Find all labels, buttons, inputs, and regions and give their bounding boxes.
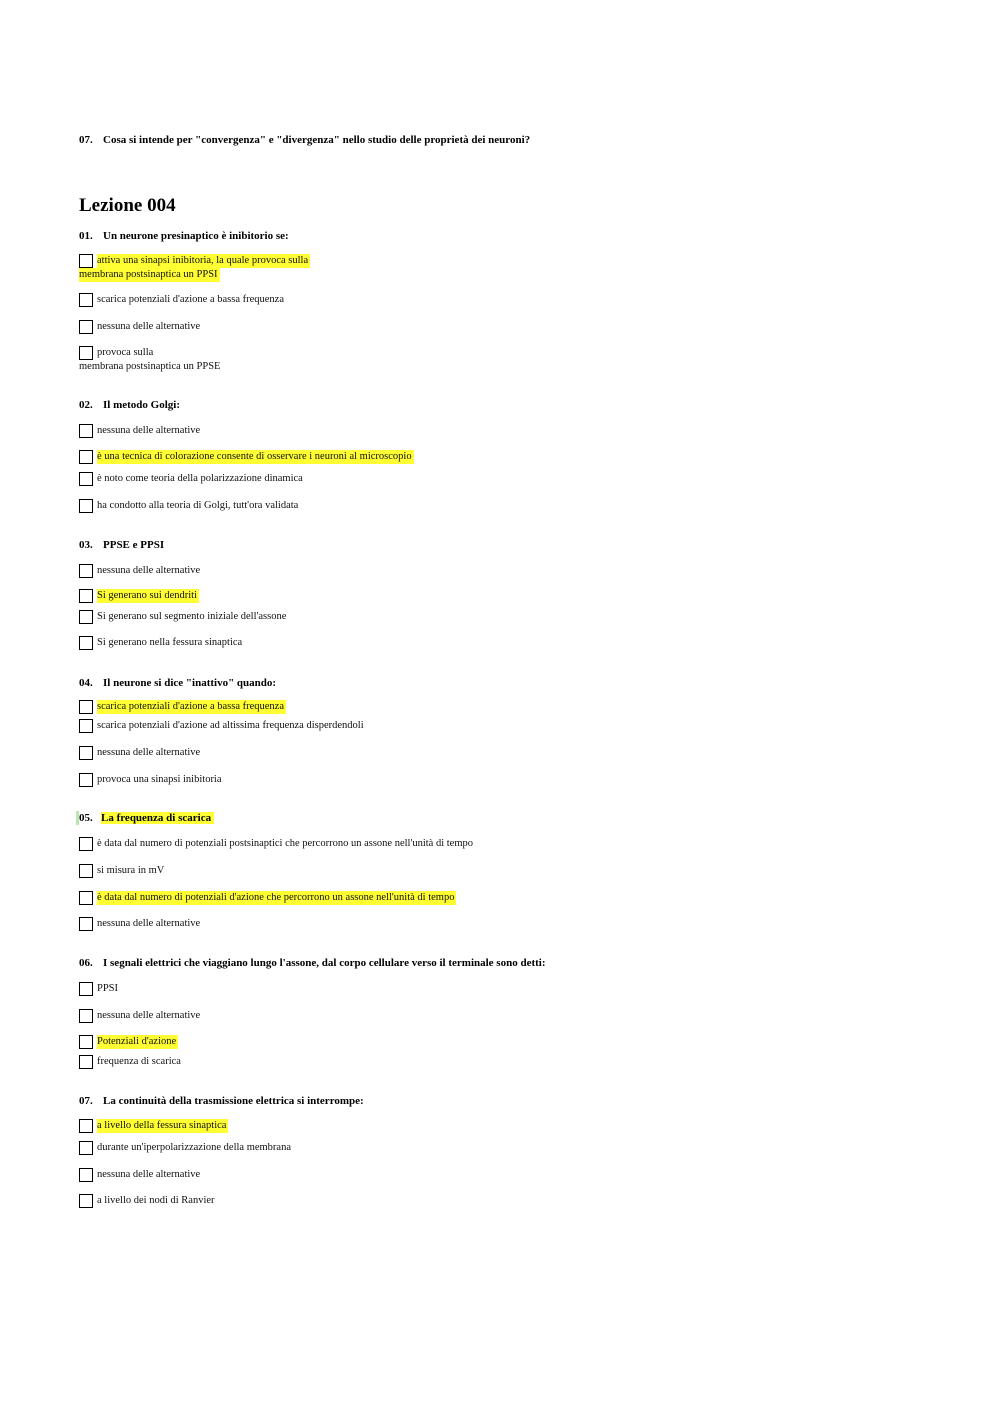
option-label: a livello della fessura sinaptica [97,1120,227,1131]
option-label: nessuna delle alternative [97,1169,201,1180]
question-number: 07. [79,1095,93,1107]
question-07-prev [79,134,530,146]
question-number: 07. [79,134,93,146]
option-label: frequenza di scarica [97,1056,181,1067]
option-label: nessuna delle alternative [97,565,201,576]
question-title: Un neurone presinaptico è inibitorio se: [103,230,289,242]
option-label: è data dal numero di potenziali d'azione che percorrono un assone nell'unità di tempo [97,892,455,903]
answer-checkbox[interactable] [79,1009,93,1023]
question-number: 06. [79,957,93,969]
question-title: Il metodo Golgi: [103,399,180,411]
option-label: Si generano nella fessura sinaptica [97,637,243,648]
question-number: 04. [79,677,93,689]
answer-checkbox[interactable] [79,636,93,650]
option-label: durante un'iperpolarizzazione della membrana [97,1142,292,1153]
question-02 [79,399,180,411]
answer-checkbox[interactable] [79,1194,93,1208]
question-05 [79,812,214,824]
answer-checkbox[interactable] [79,864,93,878]
answer-checkbox[interactable] [79,472,93,486]
answer-checkbox[interactable] [79,1055,93,1069]
option-label: Si generano sui dendriti [97,590,198,601]
option-label: è data dal numero di potenziali postsinaptici che percorrono un assone nell'unità di tempo [97,838,473,849]
answer-checkbox[interactable] [79,837,93,851]
answer-checkbox[interactable] [79,700,93,714]
option-label: provoca una sinapsi inibitoria [97,774,222,785]
option-label: scarica potenziali d'azione a bassa frequenza [97,701,284,712]
answer-checkbox[interactable] [79,719,93,733]
answer-checkbox[interactable] [79,982,93,996]
question-number: 03. [79,539,93,551]
question-04 [79,677,276,689]
option-label: si misura in mV [97,865,165,876]
option-label: PPSI [97,983,119,994]
answer-checkbox[interactable] [79,610,93,624]
option-label: è una tecnica di colorazione consente di osservare i neuroni al microscopio [97,451,412,462]
answer-checkbox[interactable] [79,1119,93,1133]
option-label: nessuna delle alternative [97,747,201,758]
question-title: I segnali elettrici che viaggiano lungo l'assone, dal corpo cellulare verso il terminale sono detti: [103,957,546,969]
question-title: La frequenza di scarica [101,812,214,824]
option-label: nessuna delle alternative [97,321,201,332]
answer-checkbox[interactable] [79,891,93,905]
answer-checkbox[interactable] [79,346,93,360]
option-label-continued: membrana postsinaptica un PPSE [79,361,221,372]
lesson-title: Lezione 004 [79,195,176,216]
answer-checkbox[interactable] [79,254,93,268]
question-title: PPSE e PPSI [103,539,165,551]
answer-checkbox[interactable] [79,450,93,464]
option-label: attiva una sinapsi inibitoria, la quale provoca sulla [97,255,309,266]
question-title: Il neurone si dice "inattivo" quando: [103,677,277,689]
option-label: scarica potenziali d'azione a bassa frequenza [97,294,284,305]
question-03 [79,539,164,551]
option-label: Si generano sul segmento iniziale dell'assone [97,611,287,622]
question-number: 02. [79,399,93,411]
question-title: Cosa si intende per "convergenza" e "divergenza" nello studio delle proprietà dei neuroni? [103,134,531,146]
question-number: 01. [79,230,93,242]
question-title: La continuità della trasmissione elettrica si interrompe: [103,1095,364,1107]
answer-checkbox[interactable] [79,773,93,787]
option-label: provoca sulla [97,347,154,358]
answer-checkbox[interactable] [79,1141,93,1155]
option-label-continued: membrana postsinaptica un PPSI [79,269,218,280]
answer-checkbox[interactable] [79,746,93,760]
answer-checkbox[interactable] [79,1035,93,1049]
option-label: ha condotto alla teoria di Golgi, tutt'ora validata [97,500,299,511]
answer-checkbox[interactable] [79,917,93,931]
question-01 [79,230,289,242]
option-label: nessuna delle alternative [97,918,201,929]
option-label: scarica potenziali d'azione ad altissima frequenza disperdendoli [97,720,364,731]
option-label: nessuna delle alternative [97,425,201,436]
question-07 [79,1095,364,1107]
answer-checkbox[interactable] [79,320,93,334]
answer-checkbox[interactable] [79,564,93,578]
answer-checkbox[interactable] [79,424,93,438]
answer-checkbox[interactable] [79,1168,93,1182]
option-label: è noto come teoria della polarizzazione dinamica [97,473,303,484]
answer-checkbox[interactable] [79,589,93,603]
question-06 [79,957,546,969]
option-label: Potenziali d'azione [97,1036,177,1047]
answer-checkbox[interactable] [79,293,93,307]
answer-checkbox[interactable] [79,499,93,513]
option-label: nessuna delle alternative [97,1010,201,1021]
question-number: 05. [79,812,93,824]
option-label: a livello dei nodi di Ranvier [97,1195,215,1206]
